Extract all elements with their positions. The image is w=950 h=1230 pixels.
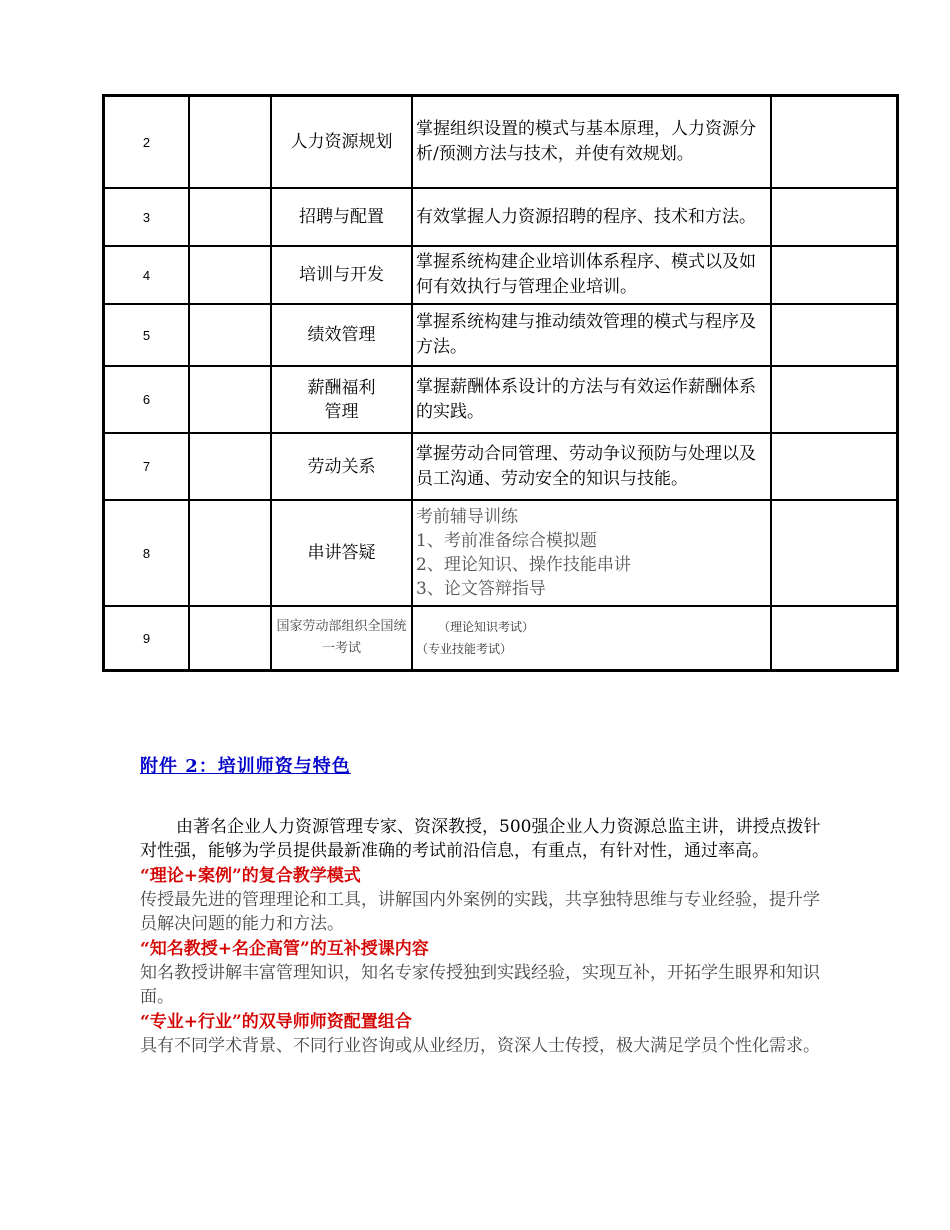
module-description: 掌握劳动合同管理、劳动争议预防与处理以及员工沟通、劳动安全的知识与技能。 xyxy=(412,433,771,500)
description-line: 考前辅导训练 xyxy=(416,507,518,527)
module-description: 有效掌握人力资源招聘的程序、技术和方法。 xyxy=(412,188,771,246)
module-title: 培训与开发 xyxy=(271,246,412,304)
module-description: 掌握系统构建企业培训体系程序、模式以及如何有效执行与管理企业培训。 xyxy=(412,246,771,304)
empty-cell xyxy=(189,366,271,433)
table-row xyxy=(104,366,897,433)
module-description xyxy=(412,500,771,606)
module-title: 国家劳动部组织全国统一考试 xyxy=(271,606,412,670)
empty-cell xyxy=(189,500,271,606)
row-number: 5 xyxy=(104,304,189,366)
empty-cell xyxy=(771,96,897,188)
row-number: 8 xyxy=(104,500,189,606)
empty-cell xyxy=(189,96,271,188)
empty-cell xyxy=(189,304,271,366)
row-number: 3 xyxy=(104,188,189,246)
table-row xyxy=(104,500,897,606)
module-description: 掌握系统构建与推动绩效管理的模式与程序及方法。 xyxy=(412,304,771,366)
description-line: 2、理论知识、操作技能串讲 xyxy=(416,555,631,575)
attachment-content xyxy=(140,815,830,1058)
description-line: （理论知识考试） xyxy=(438,620,535,634)
empty-cell xyxy=(771,304,897,366)
empty-cell xyxy=(771,246,897,304)
module-description xyxy=(412,606,771,670)
row-number: 7 xyxy=(104,433,189,500)
row-number: 2 xyxy=(104,96,189,188)
module-title: 串讲答疑 xyxy=(271,500,412,606)
section-title: “知名教授+名企高管”的互补授课内容 xyxy=(140,939,429,959)
table-row xyxy=(104,188,897,246)
table-row xyxy=(104,433,897,500)
description-line: 3、论文答辩指导 xyxy=(416,579,546,599)
module-description: 掌握薪酬体系设计的方法与有效运作薪酬体系的实践。 xyxy=(412,366,771,433)
section-body: 知名教授讲解丰富管理知识，知名专家传授独到实践经验，实现互补，开拓学生眼界和知识面。 xyxy=(140,963,820,1007)
module-title xyxy=(271,366,412,433)
empty-cell xyxy=(189,606,271,670)
module-title: 人力资源规划 xyxy=(271,96,412,188)
attachment-title: 附件 2：培训师资与特色 xyxy=(140,756,351,777)
section-body: 传授最先进的管理理论和工具，讲解国内外案例的实践，共享独特思维与专业经验，提升学员解决问题的能力和方法。 xyxy=(140,890,820,934)
empty-cell xyxy=(189,433,271,500)
section-body: 具有不同学术背景、不同行业咨询或从业经历，资深人士传授，极大满足学员个性化需求。 xyxy=(140,1036,820,1056)
module-title-line: 薪酬福利 xyxy=(307,377,376,398)
description-line: 1、考前准备综合模拟题 xyxy=(416,531,597,551)
row-number: 4 xyxy=(104,246,189,304)
module-title: 劳动关系 xyxy=(271,433,412,500)
module-description: 掌握组织设置的模式与基本原理，人力资源分析/预测方法与技术，并使有效规划。 xyxy=(412,96,771,188)
table-row xyxy=(104,246,897,304)
empty-cell xyxy=(771,500,897,606)
intro-paragraph: 由著名企业人力资源管理专家、资深教授，500强企业人力资源总监主讲，讲授点拨针对性强，能够为学员提供最新准确的考试前沿信息，有重点，有针对性，通过率高。 xyxy=(140,817,821,861)
row-number: 6 xyxy=(104,366,189,433)
table-row xyxy=(104,606,897,670)
empty-cell xyxy=(771,188,897,246)
empty-cell xyxy=(189,188,271,246)
section-title: “专业+行业”的双导师师资配置组合 xyxy=(140,1012,412,1032)
row-number: 9 xyxy=(104,606,189,670)
empty-cell xyxy=(771,433,897,500)
training-schedule-table xyxy=(102,94,899,672)
table-row xyxy=(104,96,897,188)
empty-cell xyxy=(189,246,271,304)
table-row xyxy=(104,304,897,366)
empty-cell xyxy=(771,606,897,670)
section-title: “理论+案例”的复合教学模式 xyxy=(140,866,361,886)
module-title: 绩效管理 xyxy=(271,304,412,366)
module-title-line: 管理 xyxy=(324,401,359,422)
module-title: 招聘与配置 xyxy=(271,188,412,246)
description-line: （专业技能考试） xyxy=(416,642,513,656)
empty-cell xyxy=(771,366,897,433)
